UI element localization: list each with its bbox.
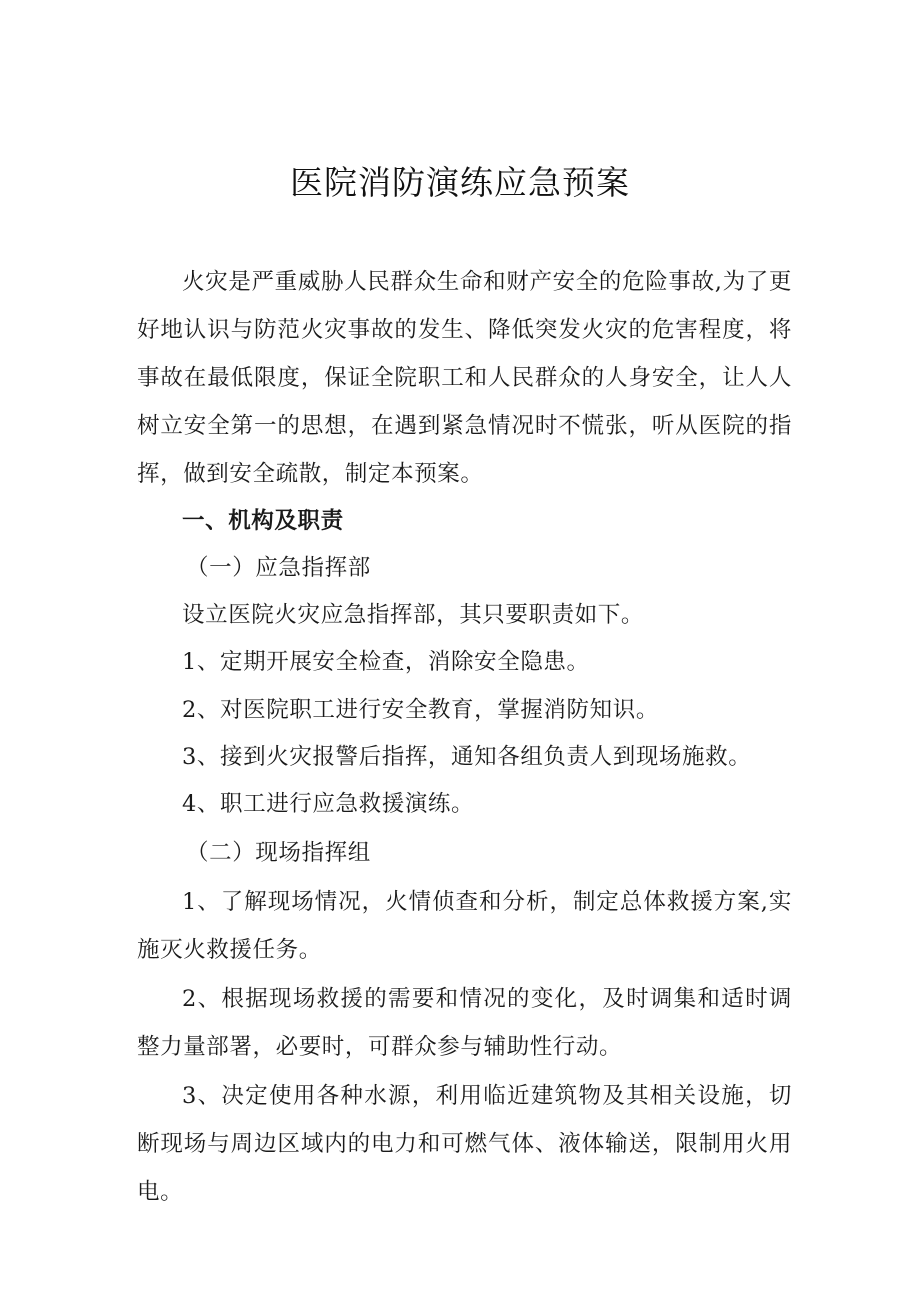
list-item: 3、接到火灾报警后指挥，通知各组负责人到现场施救。 xyxy=(182,744,752,770)
document-title: 医院消防演练应急预案 xyxy=(290,163,630,202)
subsection-heading-field-command: （二）现场指挥组 xyxy=(186,840,371,866)
list-item: 1、了解现场情况，火情侦查和分析，制定总体救援方案,实施灭火救援任务。 xyxy=(137,889,792,963)
list-item: 1、定期开展安全检查，消除安全隐患。 xyxy=(182,649,590,675)
list-item: 2、对医院职工进行安全教育，掌握消防知识。 xyxy=(182,697,659,723)
subsection-heading-command-center: （一）应急指挥部 xyxy=(186,555,371,581)
section-heading-organization: 一、机构及职责 xyxy=(182,508,344,534)
list-item: 4、职工进行应急救援演练。 xyxy=(182,791,475,817)
command-center-lead: 设立医院火灾应急指挥部，其只要职责如下。 xyxy=(182,602,645,628)
list-item: 2、根据现场救援的需要和情况的变化，及时调集和适时调整力量部署，必要时，可群众参与辅助性行动。 xyxy=(137,986,792,1060)
intro-paragraph: 火灾是严重威胁人民群众生命和财产安全的危险事故,为了更好地认识与防范火灾事故的发生、降低突发火灾的危害程度，将事故在最低限度，保证全院职工和人民群众的人身安全，让人人树立安全第一的思想，在遇到紧急情况时不慌张，听从医院的指挥，做到安全疏散，制定本预案。 xyxy=(137,269,792,487)
list-item: 3、决定使用各种水源，利用临近建筑物及其相关设施，切断现场与周边区域内的电力和可燃气体、液体输送，限制用火用电。 xyxy=(137,1083,792,1205)
